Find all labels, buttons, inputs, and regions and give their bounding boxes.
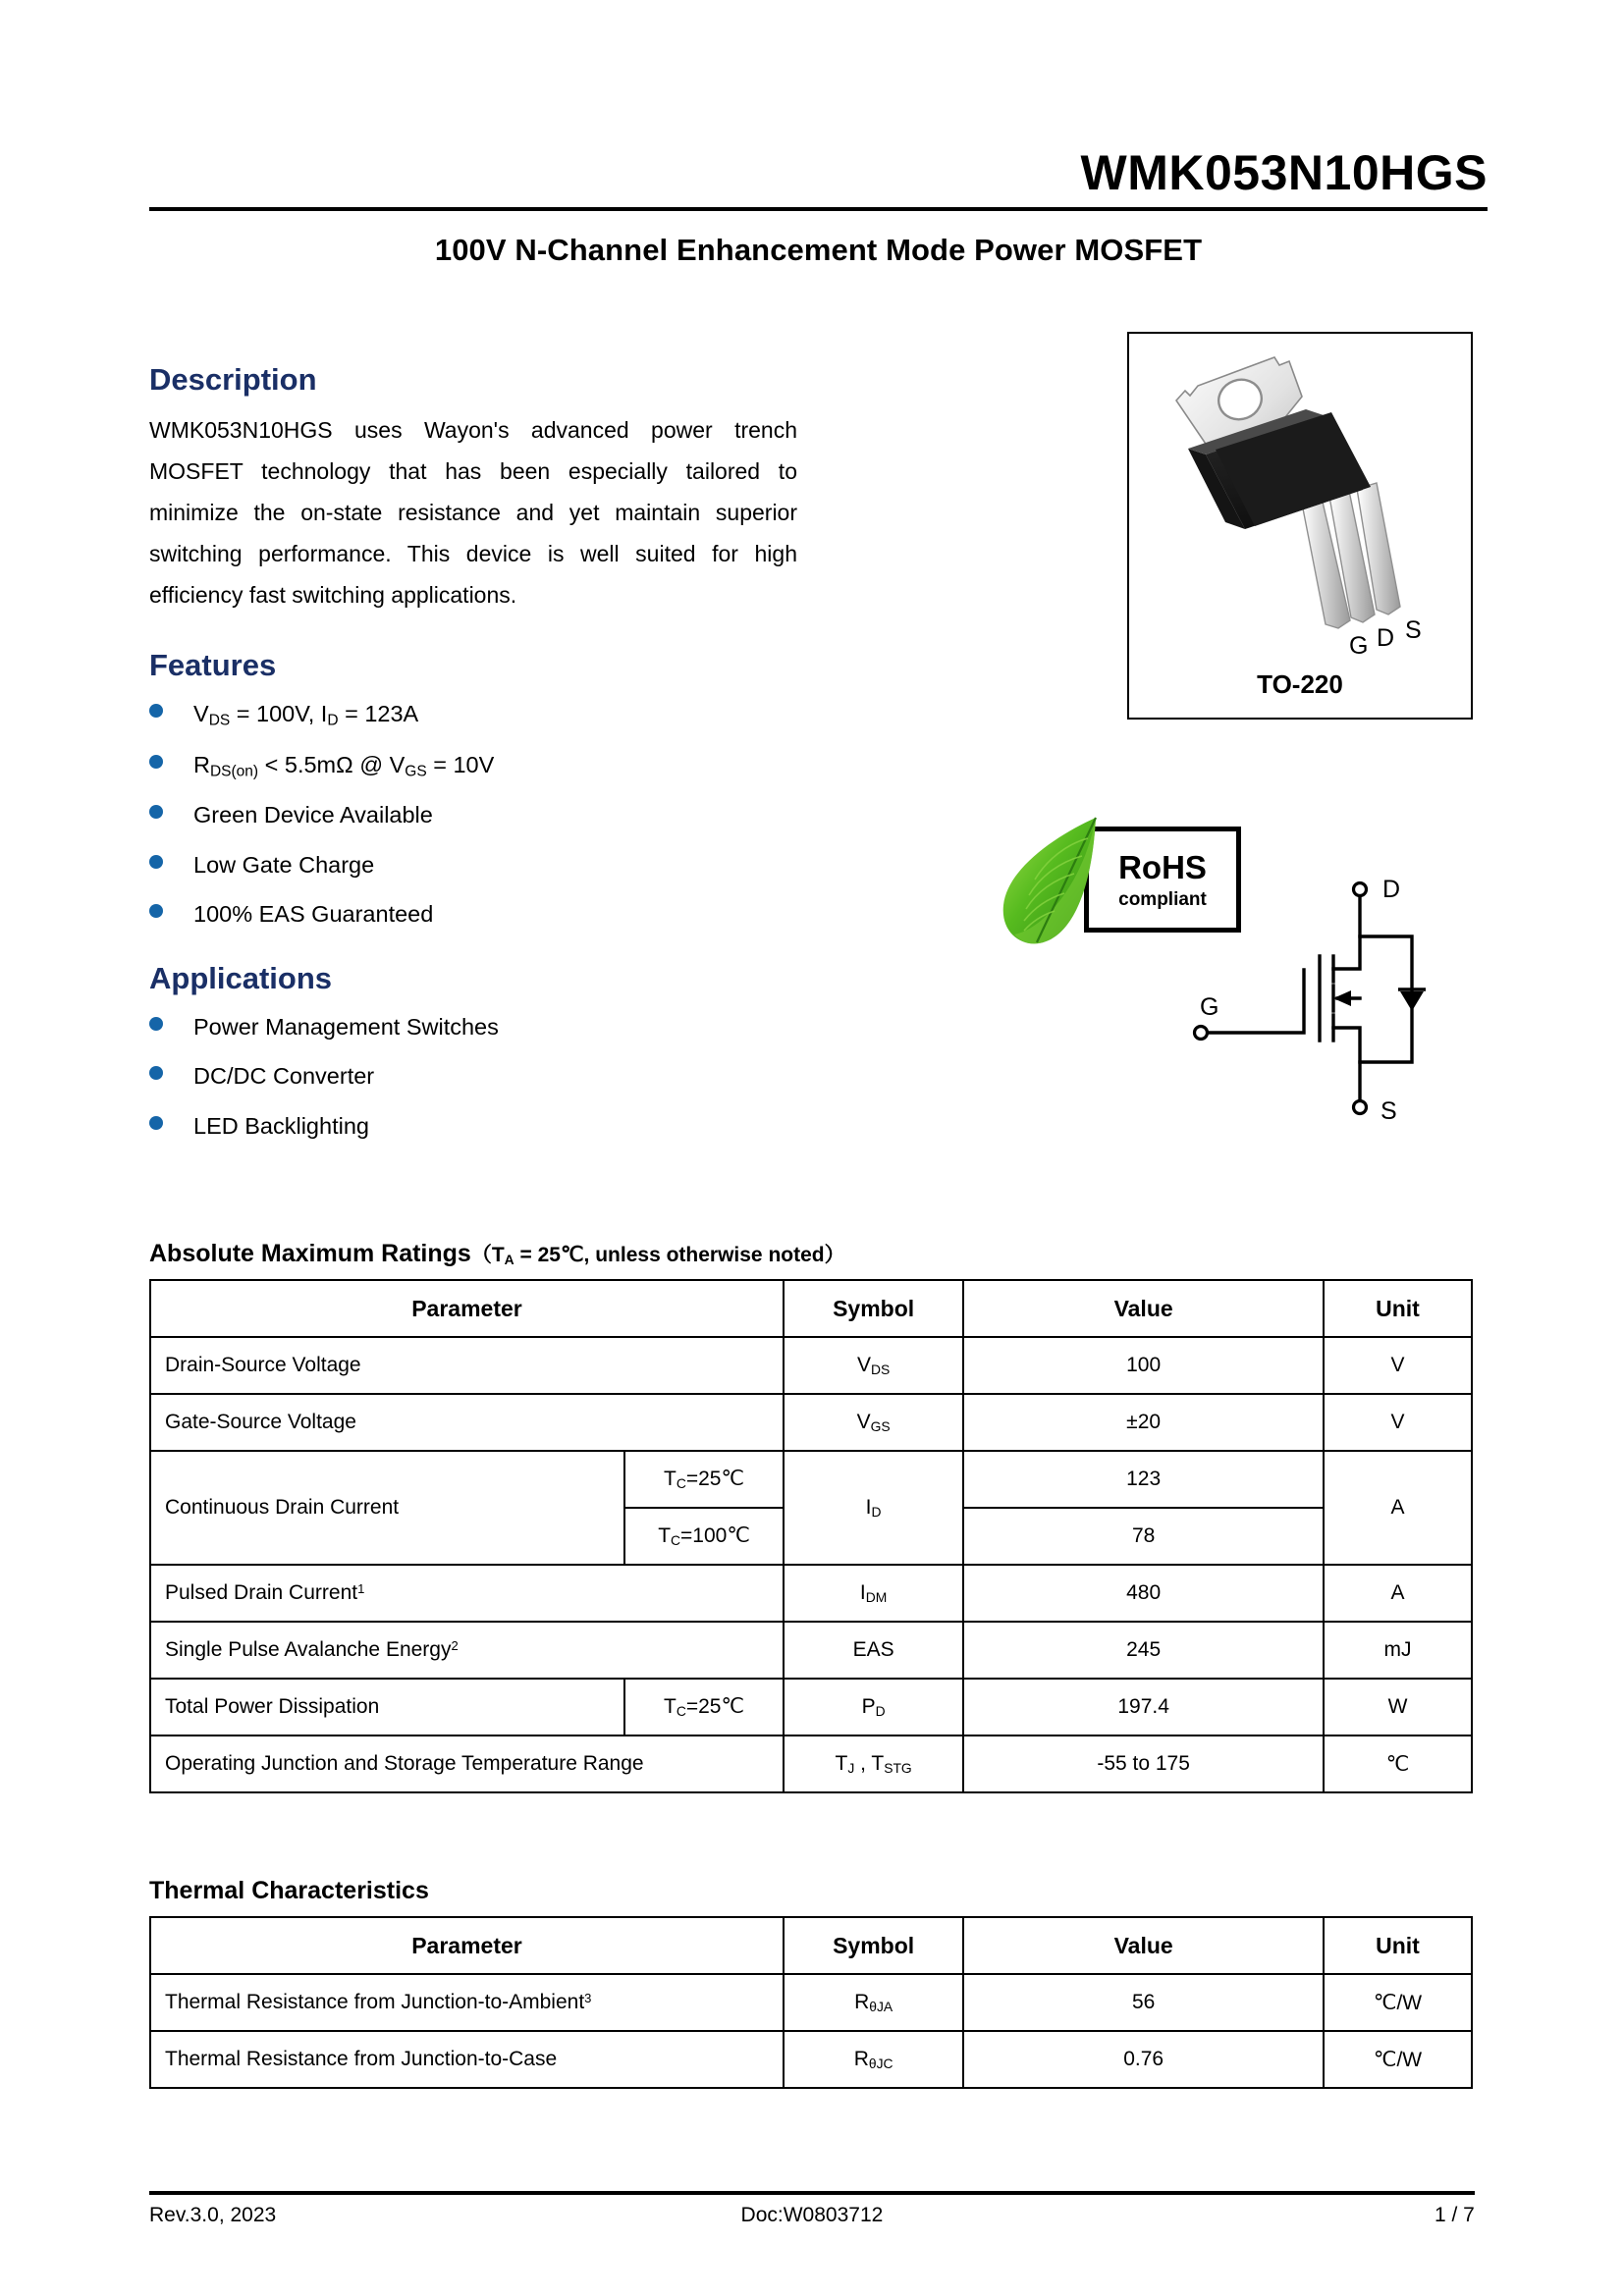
col-value: Value <box>963 1280 1324 1337</box>
pin-label-s: S <box>1405 616 1422 644</box>
feature-vds-id: $V_{DS} = 100V$, $I_D = 123A$ <box>193 701 419 729</box>
condition-tc100: $T_C=100℃$ <box>624 1508 784 1565</box>
unit-rthjc: ℃/W <box>1324 2031 1472 2088</box>
table-row <box>150 2031 1472 2088</box>
rohs-logo <box>994 813 1251 950</box>
page-subtitle: 100V N-Channel Enhancement Mode Power MOSFET <box>434 232 1203 267</box>
features-heading: Features <box>149 648 277 683</box>
feature-green-device: Green Device Available <box>193 802 433 828</box>
col-parameter: Parameter <box>150 1280 784 1337</box>
feature-rdson: $R_{DS(on)} < 5.5m\Omega$ @ $V_{GS} = 10V$ <box>193 751 495 780</box>
bullet-dot-icon <box>149 1116 163 1130</box>
list-item <box>149 896 797 932</box>
table-row <box>150 1622 1472 1679</box>
value-vds: 100 <box>963 1337 1324 1394</box>
applications-list <box>149 1009 797 1144</box>
value-rthjc: 0.76 <box>963 2031 1324 2088</box>
thermal-characteristics-section <box>149 1877 1473 2089</box>
source-terminal-node <box>1354 1101 1367 1114</box>
param-continuous-drain-current: Continuous Drain Current <box>150 1451 624 1565</box>
param-gate-source-voltage: Gate-Source Voltage <box>150 1394 784 1451</box>
param-rth-junction-to-case: Thermal Resistance from Junction-to-Case <box>150 2031 784 2088</box>
bullet-dot-icon <box>149 904 163 918</box>
rohs-sub-label: compliant <box>1118 888 1207 910</box>
param-single-pulse-avalanche-energy: Single Pulse Avalanche Energy$^2$ <box>150 1622 784 1679</box>
symbol-tj-tstg: $T_J$ , $T_{STG}$ <box>784 1735 963 1792</box>
footer-doc-number: Doc:W0803712 <box>740 2204 884 2226</box>
bullet-dot-icon <box>149 1066 163 1080</box>
footer-page-number: 1 / 7 <box>1434 2204 1475 2226</box>
drain-terminal-node <box>1354 883 1367 896</box>
symbol-rthja: $R_{\theta JA}$ <box>784 1974 963 2031</box>
col-unit: Unit <box>1324 1280 1472 1337</box>
condition-pd-tc25: $T_C=25℃$ <box>624 1679 784 1735</box>
footer-row <box>149 2204 1475 2227</box>
table-row <box>150 1735 1472 1792</box>
rohs-main-label: RoHS <box>1118 848 1207 885</box>
table-row <box>150 1565 1472 1622</box>
param-total-power-dissipation: Total Power Dissipation <box>150 1679 624 1735</box>
symbol-pd: $P_D$ <box>784 1679 963 1735</box>
unit-tj-tstg: ℃ <box>1324 1735 1472 1792</box>
footer-revision: Rev.3.0, 2023 <box>149 2204 277 2226</box>
list-item <box>149 696 797 732</box>
amr-heading-note: （$T_A$ = 25℃, unless otherwise noted） <box>470 1244 845 1268</box>
value-eas: 245 <box>963 1622 1324 1679</box>
thermal-characteristics-table <box>149 1916 1473 2089</box>
pin-label-g: G <box>1349 632 1369 660</box>
bullet-dot-icon <box>149 704 163 718</box>
value-tj-tstg: -55 to 175 <box>963 1735 1324 1792</box>
body-diode-icon <box>1400 991 1424 1011</box>
symbol-label-g: G <box>1200 993 1219 1021</box>
unit-eas: mJ <box>1324 1622 1472 1679</box>
table-row <box>150 1679 1472 1735</box>
thermal-heading: Thermal Characteristics <box>149 1877 429 1904</box>
value-idm: 480 <box>963 1565 1324 1622</box>
amr-heading <box>149 1239 1473 1268</box>
unit-idm: A <box>1324 1565 1472 1622</box>
unit-id: A <box>1324 1451 1472 1565</box>
package-caption: TO-220 <box>1257 669 1343 699</box>
table-row <box>150 1451 1472 1508</box>
col-parameter: Parameter <box>150 1917 784 1974</box>
table-row <box>150 1394 1472 1451</box>
description-heading: Description <box>149 362 317 397</box>
value-pd: 197.4 <box>963 1679 1324 1735</box>
value-id-100c: 78 <box>963 1508 1324 1565</box>
list-item <box>149 1108 797 1144</box>
param-rth-junction-to-ambient: Thermal Resistance from Junction-to-Ambient$^3$ <box>150 1974 784 2031</box>
param-operating-storage-temp-range: Operating Junction and Storage Temperature Range <box>150 1735 784 1792</box>
list-item <box>149 747 797 783</box>
application-power-management: Power Management Switches <box>193 1013 499 1040</box>
col-value: Value <box>963 1917 1324 1974</box>
unit-rthja: ℃/W <box>1324 1974 1472 2031</box>
symbol-label-s: S <box>1380 1097 1397 1125</box>
application-led-backlighting: LED Backlighting <box>193 1112 369 1139</box>
symbol-label-d: D <box>1382 876 1401 903</box>
leaf-icon <box>994 813 1251 950</box>
bullet-dot-icon <box>149 1017 163 1031</box>
value-vgs: ±20 <box>963 1394 1324 1451</box>
bullet-dot-icon <box>149 805 163 819</box>
symbol-eas: EAS <box>784 1622 963 1679</box>
package-photo-box <box>1127 332 1473 720</box>
table-row <box>150 1337 1472 1394</box>
col-unit: Unit <box>1324 1917 1472 1974</box>
description-body: WMK053N10HGS uses Wayon's advanced power trench MOSFET technology that has been especially tailored to minimize the on-state resistance and yet maintain superior switching performance. This device is well suited for high efficiency fast switching applications. <box>149 417 797 608</box>
bullet-dot-icon <box>149 855 163 869</box>
symbol-vgs: $V_{GS}$ <box>784 1394 963 1451</box>
table-header-row <box>150 1280 1472 1337</box>
param-pulsed-drain-current: Pulsed Drain Current$^1$ <box>150 1565 784 1622</box>
features-list <box>149 696 797 932</box>
left-column <box>149 363 797 1157</box>
symbol-id: $I_D$ <box>784 1451 963 1565</box>
gate-terminal-node <box>1195 1027 1208 1040</box>
symbol-vds: $V_{DS}$ <box>784 1337 963 1394</box>
pin-label-d: D <box>1377 624 1395 652</box>
page-header <box>149 147 1488 268</box>
col-symbol: Symbol <box>784 1280 963 1337</box>
list-item <box>149 1009 797 1044</box>
absolute-maximum-ratings-table <box>149 1279 1473 1793</box>
unit-vgs: V <box>1324 1394 1472 1451</box>
table-header-row <box>150 1917 1472 1974</box>
table-row <box>150 1974 1472 2031</box>
value-rthja: 56 <box>963 1974 1324 2031</box>
to220-package-image <box>1129 334 1471 718</box>
condition-tc25: $T_C=25℃$ <box>624 1451 784 1508</box>
list-item <box>149 797 797 832</box>
feature-low-gate-charge: Low Gate Charge <box>193 851 375 878</box>
symbol-idm: $I_{DM}$ <box>784 1565 963 1622</box>
col-symbol: Symbol <box>784 1917 963 1974</box>
unit-pd: W <box>1324 1679 1472 1735</box>
list-item <box>149 847 797 882</box>
part-number-title: WMK053N10HGS <box>1080 145 1488 200</box>
feature-eas-guaranteed: 100% EAS Guaranteed <box>193 901 434 928</box>
value-id-25c: 123 <box>963 1451 1324 1508</box>
bullet-dot-icon <box>149 755 163 769</box>
header-divider <box>149 207 1488 211</box>
applications-heading: Applications <box>149 960 333 995</box>
absolute-maximum-ratings-section <box>149 1239 1473 1793</box>
page-footer <box>149 2191 1475 2227</box>
footer-divider <box>149 2191 1475 2195</box>
amr-heading-main: Absolute Maximum Ratings <box>149 1240 471 1267</box>
unit-vds: V <box>1324 1337 1472 1394</box>
application-dcdc-converter: DC/DC Converter <box>193 1063 375 1090</box>
body-arrow-icon <box>1333 990 1351 1006</box>
param-drain-source-voltage: Drain-Source Voltage <box>150 1337 784 1394</box>
symbol-rthjc: $R_{\theta JC}$ <box>784 2031 963 2088</box>
list-item <box>149 1058 797 1094</box>
